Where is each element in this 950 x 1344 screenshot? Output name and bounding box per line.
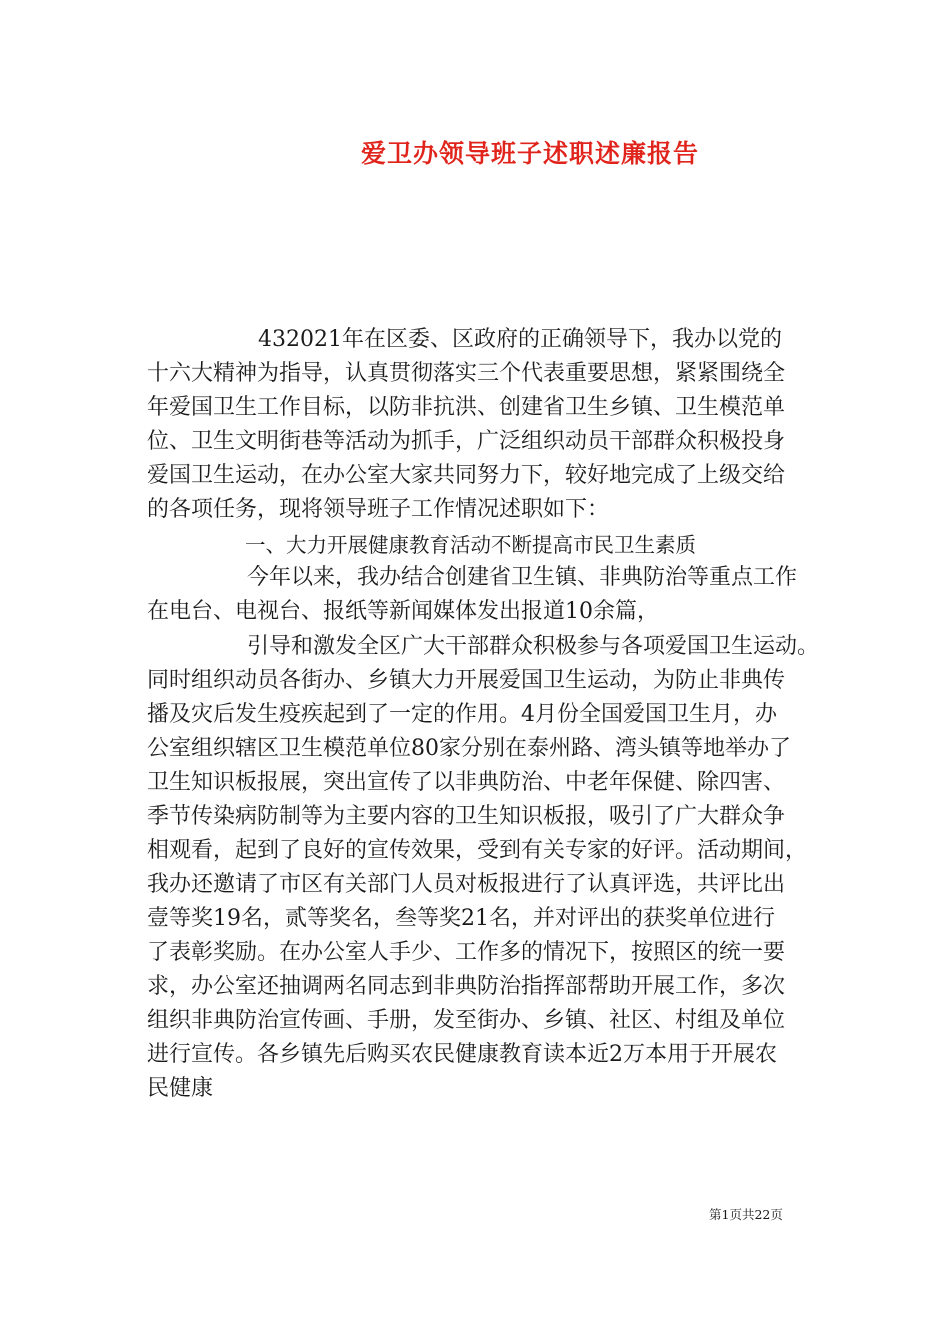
- body-line: 位、卫生文明街巷等活动为抓手，广泛组织动员干部群众积极投身: [147, 429, 786, 454]
- body-line: 民健康: [147, 1076, 214, 1101]
- body-line: 了表彰奖励。在办公室人手少、工作多的情况下，按照区的统一要: [147, 940, 786, 965]
- body-line: 组织非典防治宣传画、手册，发至街办、乡镇、社区、村组及单位: [147, 1008, 786, 1033]
- body-line: 相观看，起到了良好的宣传效果，受到有关专家的好评。活动期间，: [147, 838, 808, 863]
- page-number: 第1页共22页: [709, 1207, 783, 1222]
- body-line: 同时组织动员各街办、乡镇大力开展爱国卫生运动，为防止非典传: [147, 668, 786, 693]
- section-heading: 一、大力开展健康教育活动不断提高市民卫生素质: [245, 533, 696, 557]
- body-line: 今年以来，我办结合创建省卫生镇、非典防治等重点工作: [247, 565, 798, 590]
- body-line: 的各项任务，现将领导班子工作情况述职如下：: [147, 497, 610, 522]
- body-line: 求，办公室还抽调两名同志到非典防治指挥部帮助开展工作，多次: [147, 974, 786, 999]
- body-line: 卫生知识板报展，突出宣传了以非典防治、中老年保健、除四害、: [147, 770, 786, 795]
- body-line: 我办还邀请了市区有关部门人员对板报进行了认真评选，共评比出: [147, 872, 786, 897]
- body-line: 432021年在区委、区政府的正确领导下，我办以党的: [258, 327, 782, 352]
- body-line: 季节传染病防制等为主要内容的卫生知识板报，吸引了广大群众争: [147, 804, 786, 829]
- body-line: 爱国卫生运动，在办公室大家共同努力下，较好地完成了上级交给: [147, 463, 786, 488]
- body-line: 进行宣传。各乡镇先后购买农民健康教育读本近2万本用于开展农: [147, 1042, 777, 1067]
- body-line: 年爱国卫生工作目标，以防非抗洪、创建省卫生乡镇、卫生模范单: [147, 395, 786, 420]
- body-line: 播及灾后发生疫疾起到了一定的作用。4月份全国爱国卫生月，办: [147, 702, 777, 727]
- body-line: 公室组织辖区卫生模范单位80家分别在泰州路、湾头镇等地举办了: [147, 736, 791, 761]
- document-title: 爱卫办领导班子述职述廉报告: [360, 139, 699, 168]
- body-line: 在电台、电视台、报纸等新闻媒体发出报道10余篇，: [147, 599, 659, 624]
- body-line: 壹等奖19名，贰等奖名，叁等奖21名，并对评出的获奖单位进行: [147, 906, 775, 931]
- body-line: 十六大精神为指导，认真贯彻落实三个代表重要思想，紧紧围绕全: [147, 361, 786, 386]
- body-line: 引导和激发全区广大干部群众积极参与各项爱国卫生运动。: [247, 634, 820, 659]
